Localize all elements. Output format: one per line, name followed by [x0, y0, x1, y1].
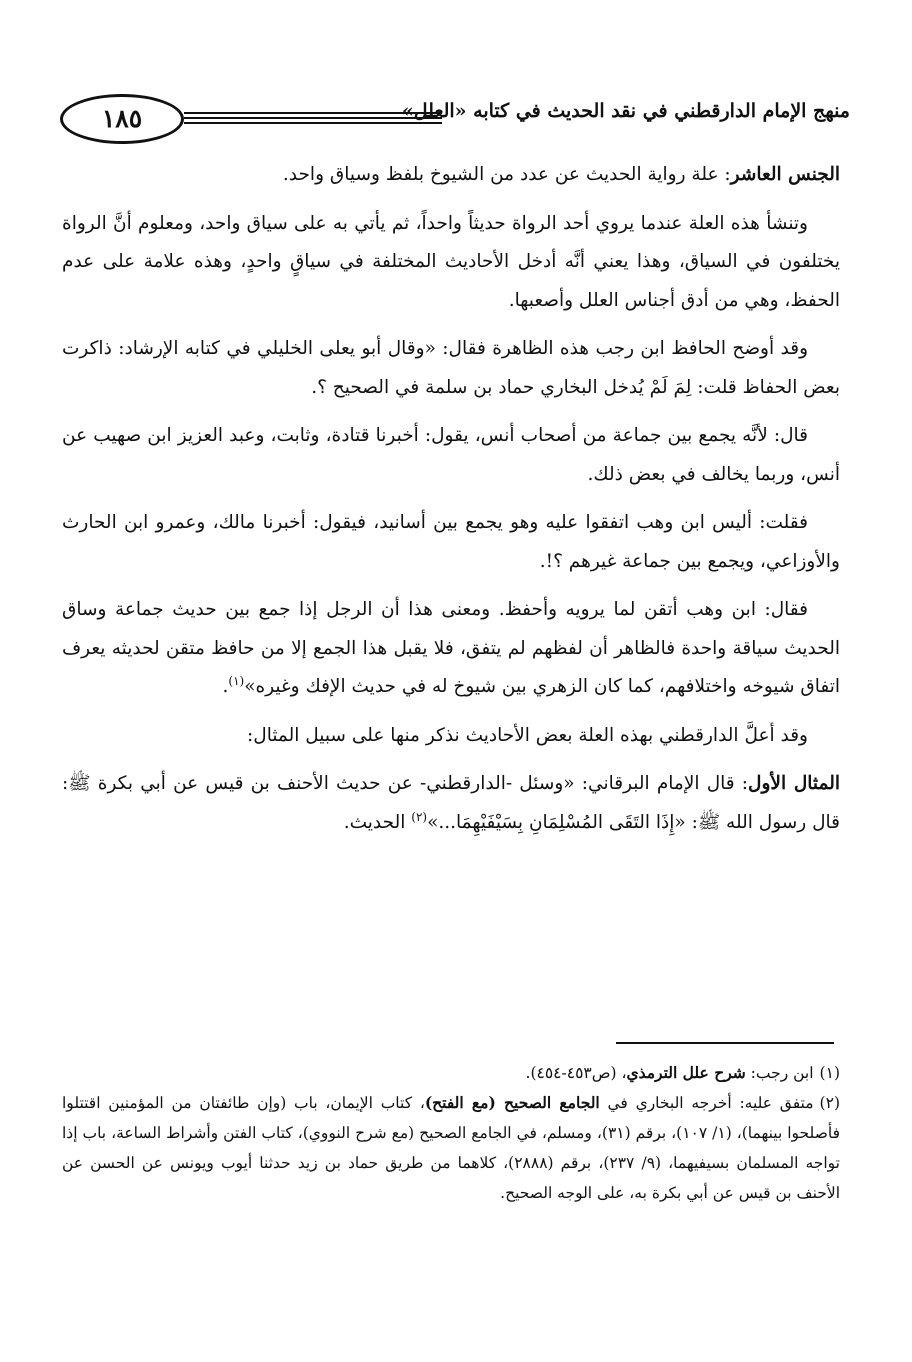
paragraph: وقد أوضح الحافظ ابن رجب هذه الظاهرة فقال: «وقال أبو يعلى الخليلي في كتابه الإرشاد: ذاكرت بعض الحفاظ قلت: لِمَ لَمْ يُدخل البخاري حماد بن سلمة في الصحيح ؟. [62, 338, 840, 398]
page-header [60, 88, 850, 148]
running-title: منهج الإمام الدارقطني في نقد الحديث في كتابه «العلل» [401, 100, 850, 122]
footnote-text: ، (ص٤٥٣-٤٥٤). [525, 1064, 627, 1082]
paragraph-text: . [222, 676, 229, 697]
footnote [62, 1088, 840, 1208]
footnote-number: (١) [819, 1064, 840, 1082]
footnote-ref[interactable]: (٢) [411, 809, 428, 824]
footnote-book-title: الجامع الصحيح (مع الفتح) [424, 1093, 600, 1112]
paragraph-text: : قال الإمام البرقاني: «وسئل -الدارقطني- عن حديث الأحنف بن قيس عن أبي بكرة ﷺ: قال رسول الله ﷺ: «إِذَا التَقَى المُسْلِمَانِ بِسَيْفَيْهِمَا...» [62, 773, 840, 833]
footnote [62, 1058, 840, 1088]
footnote-text: ، كتاب الإيمان، باب (وإن طائفتان من المؤمنين اقتتلوا فأصلحوا بينهما)، (١/ ١٠٧)، برقم (٣١)، ومسلم، في الجامع الصحيح (مع شرح النووي)، كتاب الفتن وأشراط الساعة، باب إذا تواجه المسلمان بسيفيهما، (٩/ ٢٣٧)، برقم (٢٨٨٨)، كلاهما من طريق حماد بن زيد حدثنا أيوب ويونس عن الحسن عن الأحنف بن قيس عن أبي بكرة به، على الوجه الصحيح. [62, 1094, 841, 1202]
footnotes [62, 1058, 840, 1208]
paragraph [62, 591, 840, 707]
paragraph: وقد أعلَّ الدارقطني بهذه العلة بعض الأحاديث نذكر منها على سبيل المثال: [247, 724, 808, 746]
footnote-number: (٢) [819, 1094, 840, 1112]
page-number: ١٨٥ [60, 94, 184, 144]
section-heading: الجنس العاشر [730, 164, 840, 185]
paragraph: وتنشأ هذه العلة عندما يروي أحد الرواة حديثاً واحداً، ثم يأتي به على سياق واحد، ومعلوم أنَّ الرواة يختلفون في السياق، وهذا يعني أنَّه أدخل الأحاديث المختلفة في سياقٍ واحدٍ، وهذه علامة على عدم الحفظ، وهي من أدق أجناس العلل وأصعبها. [62, 212, 840, 311]
paragraph [62, 765, 840, 842]
paragraph: قال: لأنَّه يجمع بين جماعة من أصحاب أنس، يقول: أخبرنا قتادة، وثابت، وعبد العزيز ابن صهيب عن أنس، وربما يخالف في بعض ذلك. [62, 425, 840, 485]
paragraph-text: الحديث. [343, 811, 412, 833]
main-text [62, 156, 840, 852]
paragraph-text: فقال: ابن وهب أتقن لما يرويه وأحفظ. ومعنى هذا أن الرجل إذا جمع بين حديث جماعة وساق الحديث سياقة واحدة فالظاهر أن لفظهم لم يتفق، فلا يقبل هذا الجمع إلا من حافظ متقن لحديثه يعرف اتفاق شيوخه واختلافهم، كما كان الزهري بين شيوخ له في حديث الإفك وغيره» [62, 599, 840, 697]
paragraph: فقلت: أليس ابن وهب اتفقوا عليه وهو يجمع بين أسانيد، فيقول: أخبرنا مالك، وعمرو ابن الحارث والأوزاعي، ويجمع بين جماعة غيرهم ؟!. [62, 512, 840, 572]
footnote-text: متفق عليه: أخرجه البخاري في [599, 1094, 814, 1112]
example-heading: المثال الأول [748, 773, 840, 794]
footnote-divider [616, 1042, 834, 1044]
footnote-text: ابن رجب: [745, 1064, 814, 1082]
footnote-book-title: شرح علل الترمذي [626, 1063, 746, 1082]
paragraph-text: : علة رواية الحديث عن عدد من الشيوخ بلفظ وسياق واحد. [282, 164, 731, 185]
footnote-ref[interactable]: (١) [228, 673, 245, 688]
paragraph [62, 156, 840, 195]
